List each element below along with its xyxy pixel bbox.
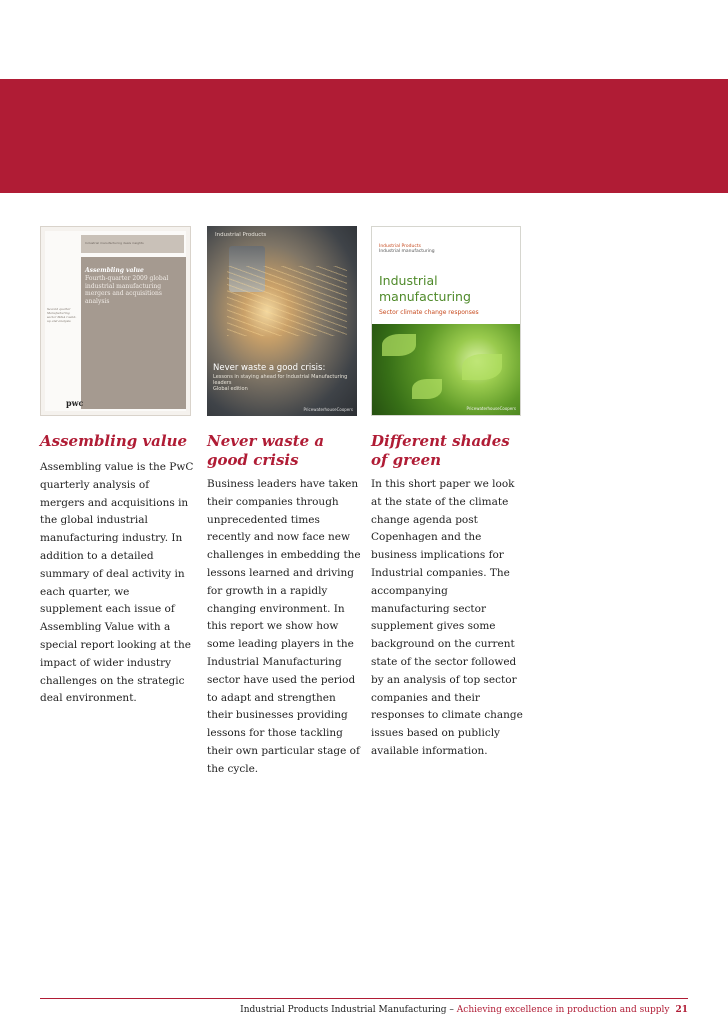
sparks-pattern	[227, 266, 347, 336]
never-waste-cover[interactable]	[207, 226, 357, 416]
cover-brand: PricewaterhouseCoopers	[466, 406, 516, 411]
cover-title-line1: Industrial	[379, 273, 438, 288]
column-body: In this short paper we look at the state of the climate change agenda post Copenhagen and the business implications for Industrial companies. The accompanying manufacturing sector supplement gives some background on the current state of the sector followed by an analysis of top sector companies and their responses to climate change issues based on publicly available information.	[371, 478, 523, 757]
cover-subtitle-text: Lessons in staying ahead for Industrial Manufacturing leaders	[213, 374, 348, 386]
cover-subtitle	[213, 374, 353, 392]
column-assembling-value	[40, 432, 194, 708]
column-body: Business leaders have taken their companies through unprecedented times recently and now face new challenges in embedding the lessons learned and driving for growth in a rapidly changing environment. In this report we show how some leading players in the Industrial Manufacturing sector have used the period to adapt and strengthen their businesses providing lessons for those tackling their own particular stage of the cycle.	[207, 478, 361, 775]
cover-side-text: Second quarter Manufacturing sector M&A round-up and analysis	[47, 307, 77, 323]
industrial-manufacturing-cover[interactable]	[371, 226, 521, 416]
leaf-shape	[462, 354, 502, 380]
cover-subtitle: Sector climate change responses	[379, 309, 479, 316]
footer-accent: Achieving excellence in production and supply	[456, 1005, 670, 1015]
column-heading: Different shades of green	[371, 432, 510, 469]
page-footer	[240, 1005, 688, 1015]
cover-topbar-text: Industrial manufacturing deals insights	[85, 241, 144, 245]
column-body: Assembling value is the PwC quarterly analysis of mergers and acquisitions in the global industrial manufacturing industry. In addition to a detailed summary of deal activity in each quarter, we supplement each issue of Assembling Value with a special report looking at the impact of wider industry challenges on the strategic deal environment.	[40, 461, 194, 705]
cover-edition: Global edition	[213, 386, 248, 392]
assembling-value-cover[interactable]	[40, 226, 191, 416]
column-shades-of-green	[371, 432, 525, 761]
cover-header: Industrial Products	[215, 232, 267, 238]
footer-rule	[40, 998, 688, 999]
pwc-logo: pwc	[66, 398, 84, 408]
cover-brand: PricewaterhouseCoopers	[303, 407, 353, 412]
cover-header: Industrial Products	[379, 244, 421, 249]
cover-subtitle: Fourth-quarter 2009 global industrial manufacturing mergers and acquisitions analysis	[85, 275, 169, 305]
cover-subheader: Industrial manufacturing	[379, 249, 435, 254]
column-never-waste	[207, 432, 361, 779]
page-number: 21	[675, 1005, 688, 1015]
column-heading: Never waste a good crisis	[207, 432, 325, 469]
header-banner	[0, 79, 728, 193]
cover-title: Assembling value	[85, 267, 144, 274]
cover-title-line2: manufacturing	[379, 289, 471, 304]
cover-title: Never waste a good crisis:	[213, 363, 326, 373]
leaves-photo	[372, 324, 521, 416]
footer-prefix: Industrial Products Industrial Manufacturing –	[240, 1005, 457, 1015]
leaf-shape	[382, 334, 416, 356]
column-heading: Assembling value	[40, 432, 188, 450]
leaf-shape	[412, 379, 442, 399]
